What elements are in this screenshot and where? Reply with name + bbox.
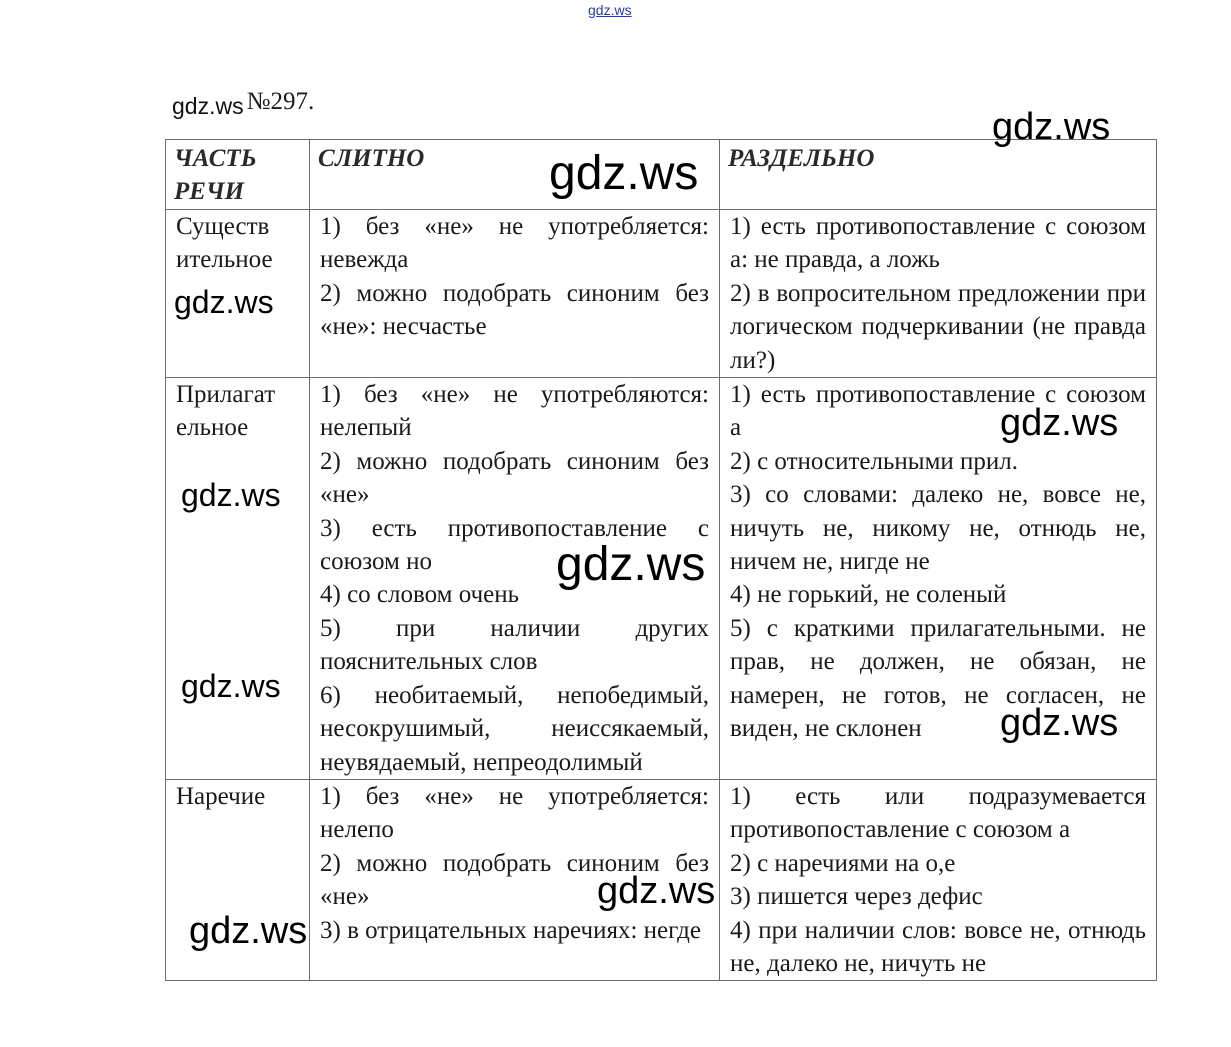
rule-item: 1) есть противопоставление с союзом а (730, 381, 1146, 442)
part-line: Существ (176, 213, 270, 240)
watermark: gdz.ws (556, 538, 706, 591)
rule-item: 5) при наличии других пояснительных слов (320, 614, 709, 676)
rule-item: 1) без «не» не употребляется: нелепо (320, 782, 709, 844)
table-row-adverb (166, 779, 1157, 980)
watermark: gdz.ws (189, 910, 308, 952)
separate-cell (720, 779, 1157, 980)
part-line: ительное (176, 246, 273, 274)
separate-cell (720, 378, 1157, 780)
heading-watermark: gdz.ws (172, 93, 244, 119)
together-cell (310, 210, 720, 378)
rule-item: 4) при наличии слов: вовсе не, отнюдь не, далеко не, ничуть не (730, 916, 1146, 977)
table-row-adjective (166, 378, 1157, 780)
rule-item: 1) без «не» не употребляется: невежда (320, 213, 709, 274)
rule-item: 3) пишется через дефис (730, 883, 983, 911)
part-line: ельное (176, 414, 249, 442)
rule-item: 3) есть противопоставление с союзом но (320, 514, 709, 576)
header-part-line-2: РЕЧИ (174, 178, 245, 205)
header-separate: РАЗДЕЛЬНО (720, 140, 1157, 210)
rule-item: 6) необитаемый, непобедимый, несокрушимый, неиссякаемый, неувядаемый, непреодолимый (320, 681, 709, 776)
separate-cell (720, 210, 1157, 378)
rule-item: 2) в вопросительном предложении при логическом подчеркивании (не правда ли?) (730, 279, 1146, 374)
rule-item: 4) не горький, не соленый (730, 581, 1007, 609)
together-cell (310, 378, 720, 780)
rule-item: 2) с относительными прил. (730, 447, 1019, 475)
watermark: gdz.ws (174, 284, 274, 320)
watermark: gdz.ws (549, 147, 699, 200)
rule-item: 1) есть или подразумевается противопоставление с союзом а (730, 782, 1146, 844)
header-part-of-speech (166, 140, 310, 210)
spelling-rules-table (165, 139, 1157, 981)
rule-item: 1) есть противопоставление с союзом а: не правда, а ложь (730, 213, 1146, 274)
part-line: Прилагат (176, 381, 276, 409)
watermark: gdz.ws (181, 668, 281, 704)
part-of-speech-cell (166, 779, 310, 980)
rule-item: 5) с краткими прилагательными. не прав, не должен, не обязан, не намерен, не готов, не согласен, не виден, не склонен (730, 614, 1146, 743)
part-of-speech-cell (166, 378, 310, 780)
part-of-speech-cell (166, 210, 310, 378)
rule-item: 3) в отрицательных наречиях: негде (320, 916, 701, 944)
table-header-row (166, 140, 1157, 210)
rule-item: 3) со словами: далеко не, вовсе не, ничуть не, никому не, отнюдь не, ничем не, нигде не (730, 481, 1146, 576)
exercise-number: №297. (246, 88, 315, 115)
rule-item: 4) со словом очень (320, 581, 520, 609)
watermark: gdz.ws (181, 477, 281, 513)
rule-item: 2) с наречиями на о,е (730, 849, 956, 877)
watermark: gdz.ws (1000, 402, 1119, 444)
watermark: gdz.ws (597, 870, 716, 912)
rule-item: 2) можно подобрать синоним без «не»: несчастье (320, 279, 709, 341)
part-line: Наречие (176, 782, 266, 810)
watermark: gdz.ws (992, 106, 1111, 148)
header-together: СЛИТНО (310, 140, 720, 210)
rule-item: 2) можно подобрать синоним без «не» (320, 447, 709, 509)
together-cell (310, 779, 720, 980)
site-link[interactable]: gdz.ws (588, 2, 632, 18)
rule-item: 2) можно подобрать синоним без «не» (320, 849, 709, 911)
exercise-heading (172, 88, 315, 120)
rule-item: 1) без «не» не употребляются: нелепый (320, 381, 709, 442)
table-row-noun (166, 210, 1157, 378)
watermark: gdz.ws (1000, 702, 1119, 744)
header-part-line-1: ЧАСТЬ (174, 145, 257, 172)
